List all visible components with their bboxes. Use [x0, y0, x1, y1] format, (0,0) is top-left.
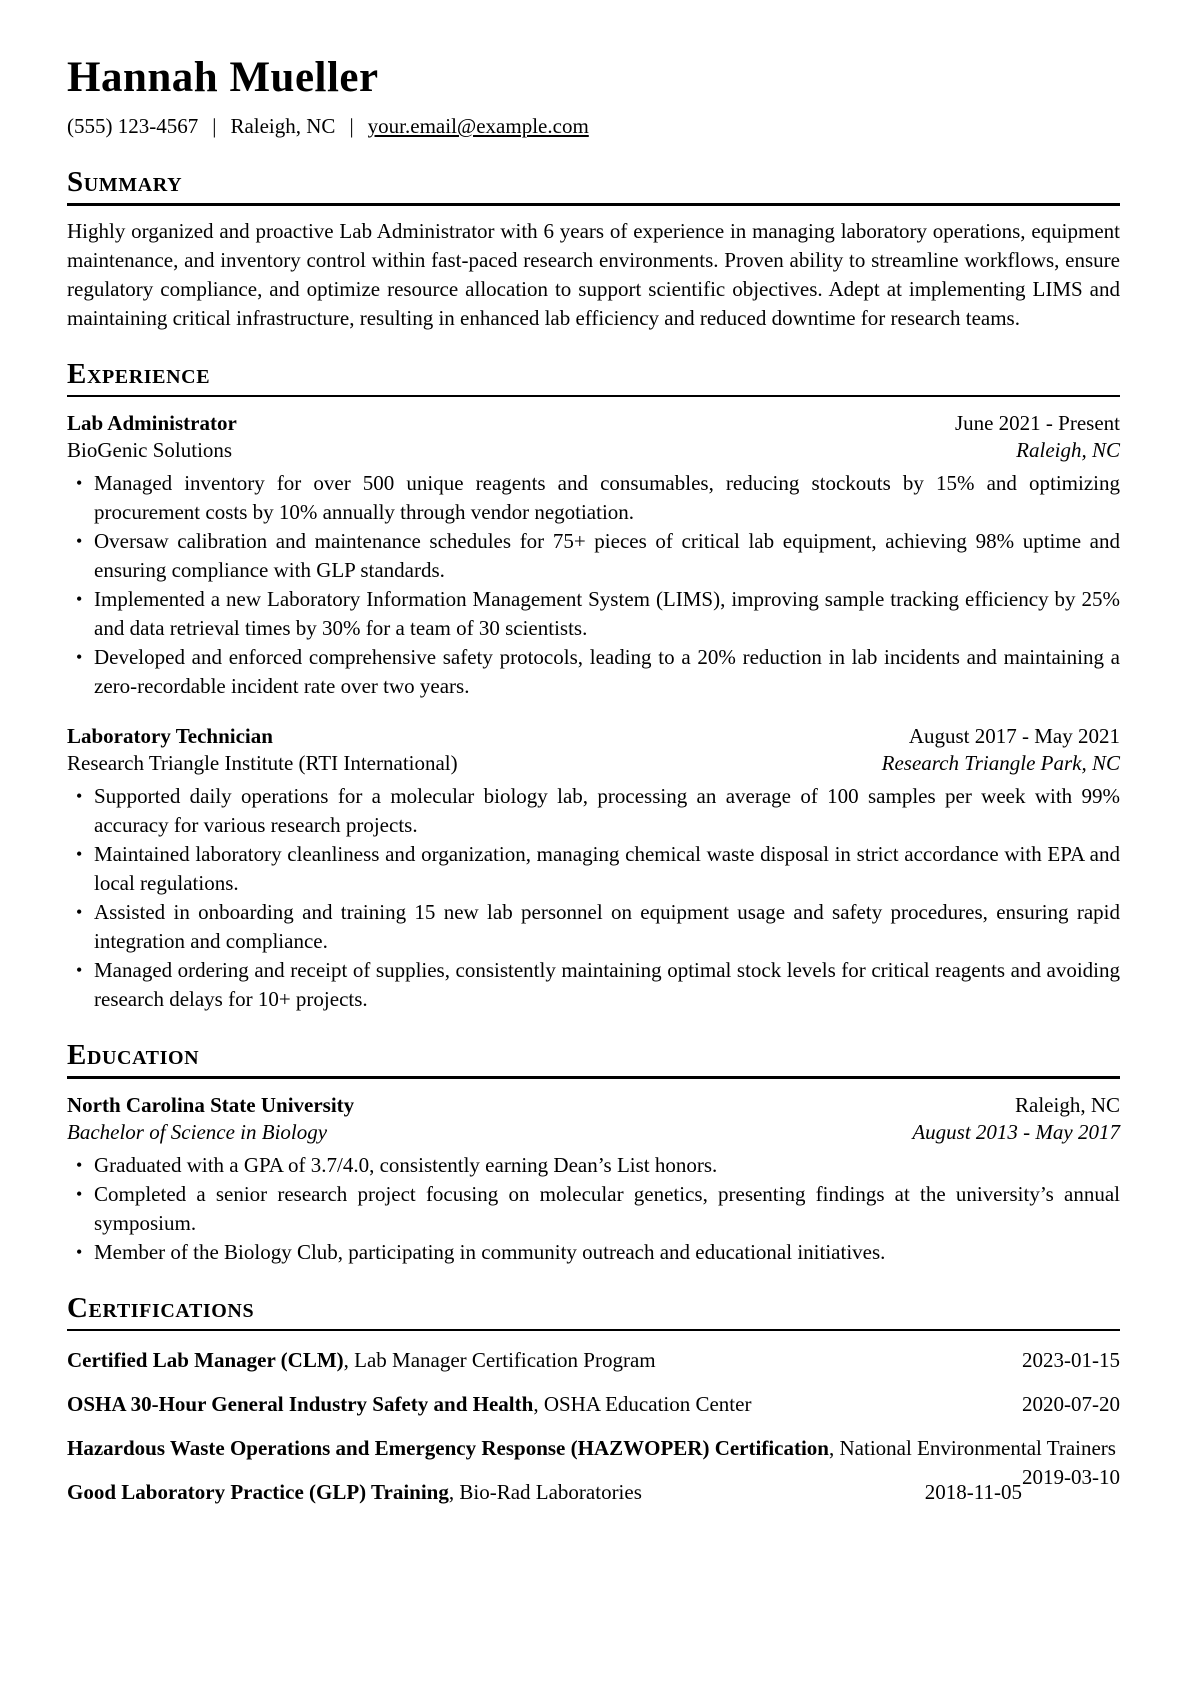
job-entry: [67, 410, 1120, 701]
bullet-item: [67, 1180, 1120, 1238]
cert-separator: ,: [343, 1348, 355, 1372]
education-entry: [67, 1092, 1120, 1267]
bullet-text: Completed a senior research project focusing on molecular genetics, presenting findings at the university’s annual symposium.: [94, 1181, 1120, 1235]
bullet-item: [67, 898, 1120, 956]
education-dates: August 2013 - May 2017: [912, 1119, 1120, 1144]
contact-separator: |: [212, 114, 217, 138]
job-location: Raleigh, NC: [1016, 438, 1120, 462]
bullet-item: [67, 1151, 1120, 1180]
bullet-item: [67, 840, 1120, 898]
bullet-item: [67, 527, 1120, 585]
school-row: [67, 1092, 1120, 1119]
summary-text: Highly organized and proactive Lab Administrator with 6 years of experience in managing laboratory operations, equipment maintenance, and inventory control within fast-paced research environments. Proven ability to streamline workflows, ensure regulatory compliance, and optimize resource allocation to support scientific objectives. Adept at implementing LIMS and maintaining critical infrastructure, resulting in enhanced lab efficiency and reduced downtime for research teams.: [67, 218, 1120, 330]
job-title-row: [67, 410, 1120, 437]
section-title-certifications: Certifications: [67, 1291, 255, 1324]
contact-separator: |: [349, 114, 354, 138]
bullet-marker: •: [76, 786, 83, 806]
bullet-marker: •: [76, 1183, 83, 1204]
bullet-marker: •: [76, 647, 83, 667]
job-company: BioGenic Solutions: [67, 438, 233, 462]
job-dates: August 2017 - May 2021: [908, 724, 1120, 748]
cert-name: Hazardous Waste Operations and Emergency Response (HAZWOPER) Certification: [67, 1436, 829, 1460]
candidate-name: Hannah Mueller: [67, 54, 379, 101]
bullet-item: [67, 1238, 1120, 1267]
cert-issuer: Bio-Rad Laboratories: [459, 1480, 642, 1504]
cert-date: 2020-07-20: [1022, 1392, 1120, 1416]
section-certifications: [67, 1291, 1120, 1508]
job-company-row: [67, 750, 1120, 777]
bullet-item: [67, 585, 1120, 643]
cert-separator: ,: [533, 1392, 544, 1416]
bullet-text: Managed inventory for over 500 unique reagents and consumables, reducing stockouts by 15% and optimizing procurement costs by 10% annually through vendor negotiation.: [94, 471, 1120, 524]
bullet-marker: •: [76, 1241, 83, 1262]
location-text: Raleigh, NC: [230, 114, 336, 138]
section-summary: [67, 165, 1120, 333]
bullet-marker: •: [76, 589, 83, 609]
section-title-experience: Experience: [67, 357, 211, 390]
cert-date: 2018-11-05: [924, 1480, 1022, 1504]
job-company-row: [67, 437, 1120, 464]
bullet-text: Assisted in onboarding and training 15 new lab personnel on equipment usage and safety procedures, ensuring rapid integration and compliance.: [94, 900, 1120, 953]
bullet-item: [67, 469, 1120, 527]
section-title-education: Education: [67, 1039, 200, 1071]
bullet-marker: •: [76, 1154, 83, 1175]
bullet-marker: •: [76, 531, 83, 551]
bullet-item: [67, 782, 1120, 840]
degree-name: Bachelor of Science in Biology: [67, 1119, 328, 1144]
section-rule: [67, 395, 1120, 398]
degree-row: [67, 1119, 1120, 1146]
school-name: North Carolina State University: [67, 1092, 355, 1117]
job-bullets: [67, 782, 1120, 1014]
bullet-marker: •: [76, 960, 83, 980]
job-company: Research Triangle Institute (RTI International): [67, 751, 458, 775]
cert-name: Good Laboratory Practice (GLP) Training: [67, 1480, 449, 1504]
bullet-marker: •: [76, 902, 83, 922]
bullet-text: Oversaw calibration and maintenance schedules for 75+ pieces of critical lab equipment, achieving 98% uptime and ensuring compliance with GLP standards.: [94, 529, 1120, 582]
cert-issuer: National Environmental Trainers: [839, 1436, 1116, 1460]
job-title: Laboratory Technician: [67, 724, 273, 748]
phone-number: (555) 123-4567: [67, 114, 199, 138]
cert-separator: ,: [829, 1436, 840, 1460]
job-title-row: [67, 723, 1120, 750]
section-rule: [67, 1329, 1120, 1332]
school-location: Raleigh, NC: [1015, 1092, 1120, 1117]
email-link[interactable]: your.email@example.com: [367, 114, 589, 138]
bullet-text: Managed ordering and receipt of supplies, consistently maintaining optimal stock levels for critical reagents and avoiding research delays for 10+ projects.: [94, 958, 1120, 1011]
cert-issuer: Lab Manager Certification Program: [354, 1348, 656, 1372]
cert-date: 2019-03-10: [1022, 1465, 1120, 1489]
section-rule: [67, 203, 1120, 206]
bullet-text: Graduated with a GPA of 3.7/4.0, consistently earning Dean’s List honors.: [94, 1152, 718, 1177]
bullet-text: Maintained laboratory cleanliness and organization, managing chemical waste disposal in strict accordance with EPA and local regulations.: [94, 842, 1120, 895]
cert-issuer: OSHA Education Center: [543, 1392, 752, 1416]
cert-entry: [67, 1434, 1120, 1489]
bullet-text: Developed and enforced comprehensive safety protocols, leading to a 20% reduction in lab incidents and maintaining a zero-recordable incident rate over two years.: [94, 645, 1120, 698]
cert-separator: ,: [448, 1480, 460, 1504]
resume-header: [67, 54, 1120, 141]
contact-line: [67, 112, 1120, 141]
section-experience: [67, 357, 1120, 1015]
bullet-item: [67, 956, 1120, 1014]
cert-entry: [67, 1390, 1120, 1419]
job-title: Lab Administrator: [67, 411, 237, 435]
section-title-summary: Summary: [67, 166, 183, 198]
job-location: Research Triangle Park, NC: [881, 751, 1120, 775]
cert-entry: [67, 1478, 1120, 1507]
section-education: [67, 1038, 1120, 1267]
bullet-text: Implemented a new Laboratory Information Management System (LIMS), improving sample tracking efficiency by 25% and data retrieval times by 30% for a team of 30 scientists.: [94, 587, 1120, 640]
cert-entry: [67, 1346, 1120, 1375]
bullet-marker: •: [76, 844, 83, 864]
section-rule: [67, 1076, 1120, 1079]
bullet-item: [67, 643, 1120, 701]
cert-name: Certified Lab Manager (CLM): [67, 1348, 344, 1372]
bullet-text: Member of the Biology Club, participating in community outreach and educational initiatives.: [94, 1239, 886, 1264]
cert-date: 2023-01-15: [1022, 1348, 1120, 1372]
education-bullets: [67, 1151, 1120, 1267]
job-entry: [67, 723, 1120, 1014]
bullet-text: Supported daily operations for a molecular biology lab, processing an average of 100 samples per week with 99% accuracy for various research projects.: [94, 784, 1120, 837]
job-bullets: [67, 469, 1120, 701]
cert-name: OSHA 30-Hour General Industry Safety and Health: [67, 1392, 534, 1416]
bullet-marker: •: [76, 473, 83, 493]
job-dates: June 2021 - Present: [954, 411, 1120, 435]
